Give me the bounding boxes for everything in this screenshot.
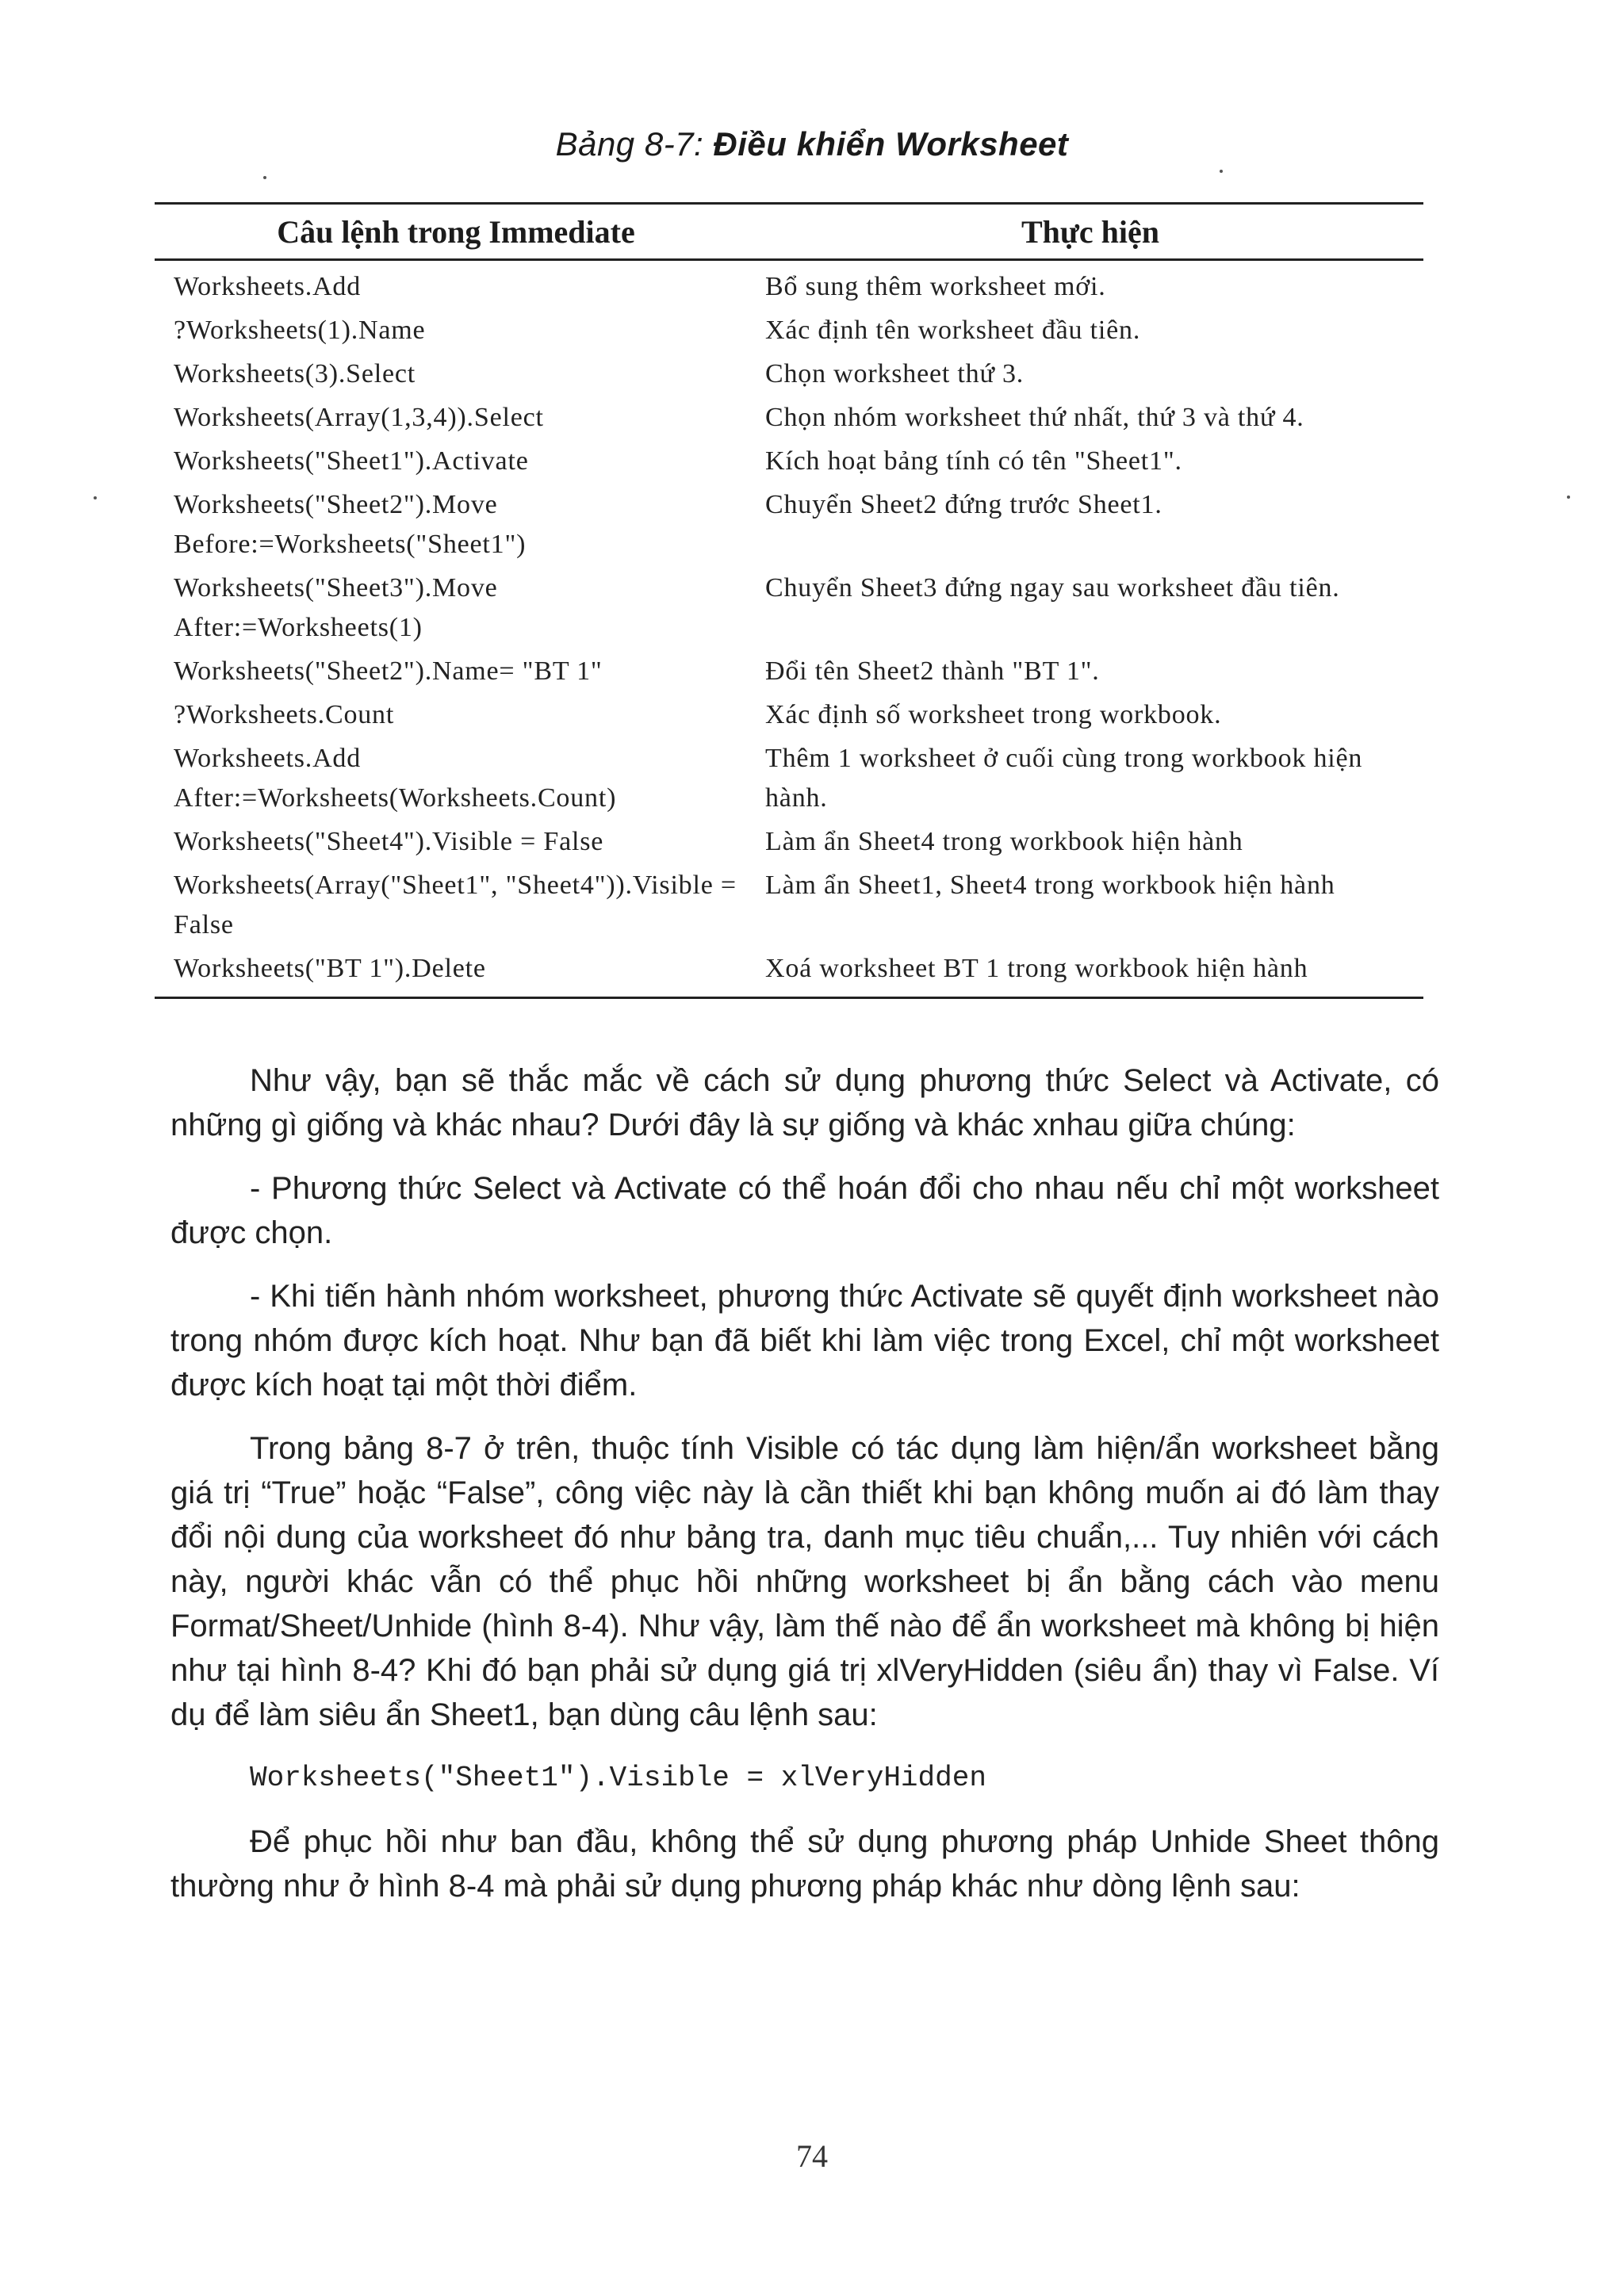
table-header-row bbox=[155, 205, 1423, 258]
table-row bbox=[155, 267, 1423, 307]
command-cell: Worksheets.Add bbox=[174, 272, 362, 301]
table-body bbox=[155, 261, 1423, 997]
action-cell: Làm ẩn Sheet4 trong workbook hiện hành bbox=[765, 827, 1243, 856]
command-cell: Worksheets(Array(1,3,4)).Select bbox=[174, 403, 544, 432]
command-cell: Worksheets("Sheet4").Visible = False bbox=[174, 827, 604, 856]
table-row bbox=[155, 442, 1423, 481]
scan-speck bbox=[263, 176, 266, 179]
action-cell: Xác định tên worksheet đầu tiên. bbox=[765, 316, 1141, 345]
worksheet-control-table bbox=[155, 202, 1423, 999]
action-cell: Thêm 1 worksheet ở cuối cùng trong workbook hiện hành. bbox=[765, 744, 1363, 813]
action-cell: Chọn worksheet thứ 3. bbox=[765, 359, 1025, 388]
action-cell: Chuyển Sheet2 đứng trước Sheet1. bbox=[765, 490, 1162, 519]
paragraph-select-activate: Như vậy, bạn sẽ thắc mắc về cách sử dụng phương thức Select và Activate, có những gì giống và khác nhau? Dưới đây là sự giống và khác xnhau giữa chúng: bbox=[170, 1063, 1439, 1142]
table-row bbox=[155, 949, 1423, 989]
command-cell: Worksheets("Sheet3").Move After:=Worksheets(1) bbox=[174, 573, 498, 642]
action-cell: Làm ẩn Sheet1, Sheet4 trong workbook hiện hành bbox=[765, 871, 1335, 900]
table-bottom-rule bbox=[155, 997, 1423, 999]
table-row bbox=[155, 311, 1423, 350]
action-cell: Chọn nhóm worksheet thứ nhất, thứ 3 và thứ 4. bbox=[765, 403, 1304, 432]
command-cell: Worksheets(Array("Sheet1", "Sheet4")).Visible = False bbox=[174, 871, 737, 939]
table-row bbox=[155, 695, 1423, 735]
scan-speck bbox=[1220, 170, 1223, 173]
table-row bbox=[155, 652, 1423, 691]
command-cell: ?Worksheets(1).Name bbox=[174, 316, 426, 345]
header-action: Thực hiện bbox=[1021, 213, 1160, 250]
table-row bbox=[155, 568, 1423, 648]
header-command: Câu lệnh trong Immediate bbox=[277, 213, 635, 250]
table-caption-prefix: Bảng 8-7: bbox=[555, 125, 714, 163]
table-caption bbox=[0, 125, 1624, 163]
table-caption-title: Điều khiển Worksheet bbox=[713, 125, 1069, 163]
command-cell: Worksheets("BT 1").Delete bbox=[174, 954, 486, 983]
action-cell: Bổ sung thêm worksheet mới. bbox=[765, 272, 1106, 301]
scan-speck bbox=[1567, 496, 1570, 499]
scan-speck bbox=[94, 496, 97, 499]
table-row bbox=[155, 739, 1423, 818]
paragraph-group-activate: - Khi tiến hành nhóm worksheet, phương thức Activate sẽ quyết định worksheet nào trong nhóm được kích hoạt. Như bạn đã biết khi làm việc trong Excel, chỉ một worksheet được kích hoạt tại một thời điểm. bbox=[170, 1279, 1439, 1402]
table-row bbox=[155, 354, 1423, 394]
command-cell: Worksheets("Sheet1").Activate bbox=[174, 446, 529, 476]
table-row bbox=[155, 485, 1423, 564]
table-row bbox=[155, 398, 1423, 438]
action-cell: Chuyển Sheet3 đứng ngay sau worksheet đầu tiên. bbox=[765, 573, 1340, 603]
table-row bbox=[155, 822, 1423, 862]
command-cell: ?Worksheets.Count bbox=[174, 700, 395, 729]
command-cell: Worksheets("Sheet2").Name= "BT 1" bbox=[174, 656, 603, 686]
action-cell: Xoá worksheet BT 1 trong workbook hiện hành bbox=[765, 954, 1308, 983]
page-number: 74 bbox=[796, 2138, 828, 2174]
paragraph-restore: Để phục hồi như ban đầu, không thể sử dụng phương pháp Unhide Sheet thông thường như ở hình 8-4 mà phải sử dụng phương pháp khác như dòng lệnh sau: bbox=[170, 1824, 1439, 1904]
table-row bbox=[155, 866, 1423, 945]
body-text bbox=[170, 1058, 1439, 1927]
code-line: Worksheets("Sheet1").Visible = xlVeryHidden bbox=[250, 1762, 986, 1794]
paragraph-interchange: - Phương thức Select và Activate có thể hoán đổi cho nhau nếu chỉ một worksheet được chọn. bbox=[170, 1171, 1439, 1250]
action-cell: Đổi tên Sheet2 thành "BT 1". bbox=[765, 656, 1100, 686]
action-cell: Kích hoạt bảng tính có tên "Sheet1". bbox=[765, 446, 1182, 476]
command-cell: Worksheets(3).Select bbox=[174, 359, 416, 388]
paragraph-visible-property: Trong bảng 8-7 ở trên, thuộc tính Visible có tác dụng làm hiện/ẩn worksheet bằng giá trị “True” hoặc “False”, công việc này là cần thiết khi bạn không muốn ai đó làm thay đổi nội dung của worksheet đó như bảng tra, danh mục tiêu chuẩn,... Tuy nhiên với cách này, người khác vẫn có thể phục hồi những worksheet bị ẩn bằng cách vào menu Format/Sheet/Unhide (hình 8-4). Như vậy, làm thế nào để ẩn worksheet mà không bị hiện như tại hình 8-4? Khi đó bạn phải sử dụng giá trị xlVeryHidden (siêu ẩn) thay vì False. Ví dụ để làm siêu ẩn Sheet1, bạn dùng câu lệnh sau: bbox=[170, 1431, 1439, 1732]
command-cell: Worksheets.Add After:=Worksheets(Worksheets.Count) bbox=[174, 744, 617, 813]
action-cell: Xác định số worksheet trong workbook. bbox=[765, 700, 1222, 729]
command-cell: Worksheets("Sheet2").Move Before:=Worksheets("Sheet1") bbox=[174, 490, 527, 559]
